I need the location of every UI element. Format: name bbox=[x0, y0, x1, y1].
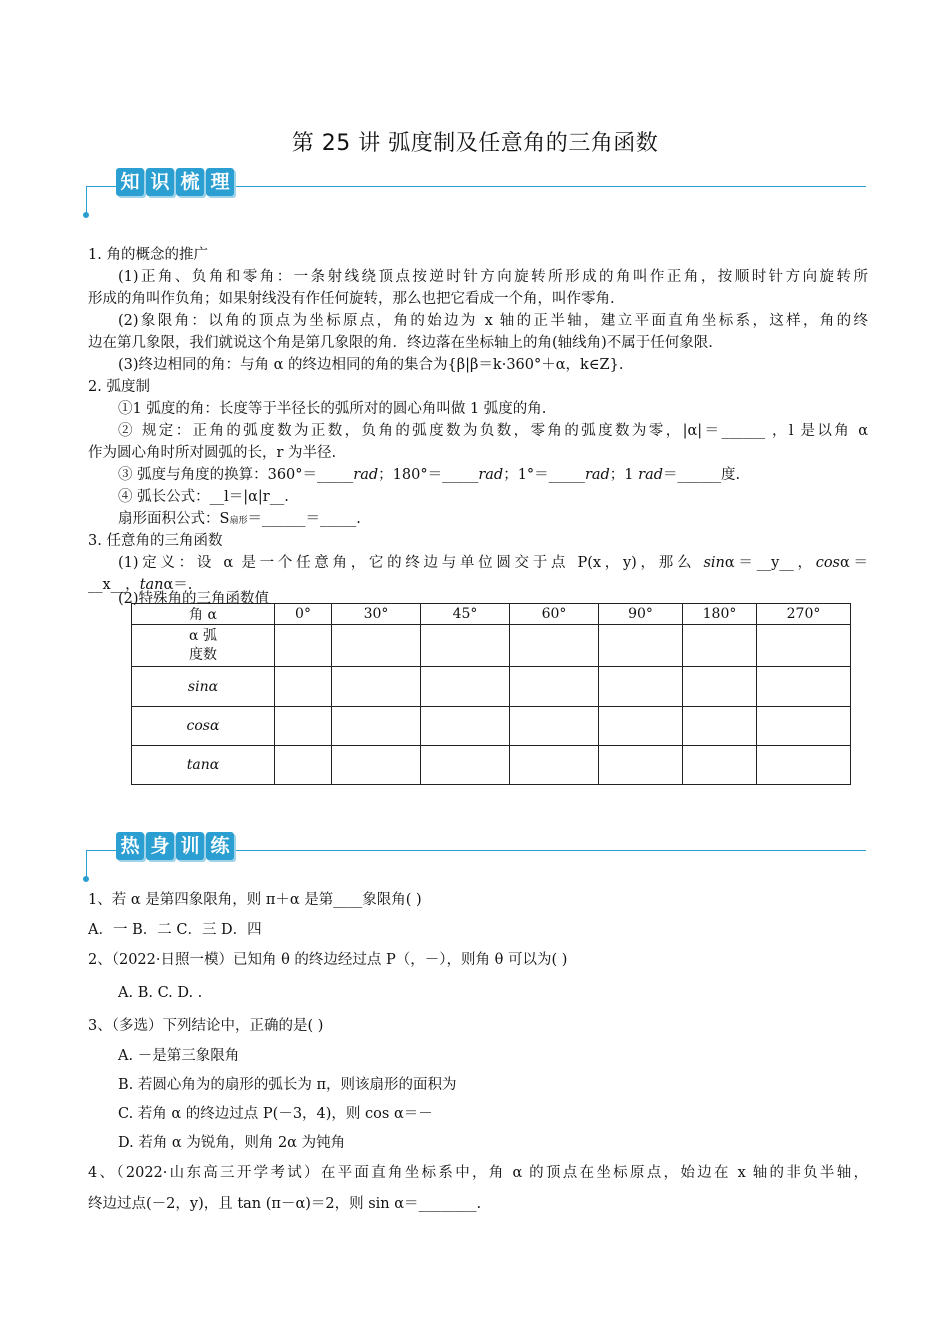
radian-rule-a: ② 规定：正角的弧度数为正数，负角的弧度数为负数，零角的弧度数为零，|α|＝______ ，l 是以角 α bbox=[118, 423, 868, 439]
badge-char: 识 bbox=[146, 168, 174, 196]
table-cell bbox=[421, 707, 510, 746]
exercise-3-option-c: C. 若角 α 的终边过点 P(－3，4)，则 cos α＝－ bbox=[118, 1106, 433, 1122]
table-cell bbox=[421, 746, 510, 785]
para-3: (3)终边相同的角：与角 α 的终边相同的角的集合为{β|β＝k·360°＋α，k∈Z}. bbox=[118, 357, 624, 373]
badge-char: 理 bbox=[206, 168, 234, 196]
header-dot bbox=[83, 212, 89, 218]
cos-label: cos bbox=[815, 555, 840, 571]
sector-text: ＝______＝_____. bbox=[247, 511, 361, 527]
table-row bbox=[132, 667, 851, 707]
rad-unit: rad bbox=[478, 467, 504, 483]
table-cell bbox=[683, 625, 757, 667]
conversion-text: ；180°＝_____ bbox=[378, 467, 479, 483]
table-cell bbox=[510, 625, 599, 667]
table-cell bbox=[332, 707, 421, 746]
table-cell bbox=[332, 667, 421, 707]
table-cell bbox=[510, 667, 599, 707]
arc-length-formula: ④ 弧长公式：__l＝|α|r__. bbox=[118, 489, 289, 505]
table-row bbox=[132, 707, 851, 746]
table-cell bbox=[275, 667, 332, 707]
exercise-2: 2、（2022·日照一模）已知角 θ 的终边经过点 P（，－），则角 θ 可以为( ) bbox=[88, 952, 568, 968]
special-angles-table bbox=[131, 603, 851, 785]
section-header-warmup bbox=[86, 835, 866, 888]
table-cell bbox=[332, 746, 421, 785]
rad-unit: rad bbox=[353, 467, 379, 483]
exercise-4b: 终边过点(－2，y)，且 tan (π－α)＝2，则 sin α＝________. bbox=[88, 1196, 482, 1212]
sector-text: 扇形面积公式：S bbox=[118, 511, 230, 527]
def-text: α＝ bbox=[840, 555, 868, 571]
table-row bbox=[132, 746, 851, 785]
conversion-line bbox=[118, 463, 740, 484]
table-cell bbox=[683, 746, 757, 785]
heading-2: 2. 弧度制 bbox=[88, 379, 150, 395]
exercise-3: 3、（多选）下列结论中，正确的是( ) bbox=[88, 1018, 324, 1034]
exercise-3-option-d: D. 若角 α 为锐角，则角 2α 为钝角 bbox=[118, 1135, 346, 1151]
header-vertical-rule bbox=[86, 186, 87, 214]
def-text: α＝. bbox=[163, 577, 193, 593]
section-header-knowledge bbox=[86, 171, 866, 224]
table-header-cell: 30° bbox=[332, 604, 421, 625]
conversion-text: ③ 弧度与角度的换算：360°＝_____ bbox=[118, 467, 354, 483]
tan-label: tan bbox=[139, 577, 164, 593]
badge-char: 梳 bbox=[176, 168, 204, 196]
conversion-text: ＝______度. bbox=[663, 467, 741, 483]
table-cell bbox=[599, 667, 683, 707]
header-vertical-rule bbox=[86, 850, 87, 878]
table-row-label: tanα bbox=[132, 746, 275, 785]
table-header-cell: 90° bbox=[599, 604, 683, 625]
table-cell bbox=[275, 746, 332, 785]
para-2a: (2)象限角：以角的顶点为坐标原点，角的始边为 x 轴的正半轴，建立平面直角坐标系，这样，角的终 bbox=[118, 313, 868, 329]
table-cell bbox=[683, 707, 757, 746]
table-cell bbox=[599, 707, 683, 746]
conversion-text: ；1 bbox=[609, 467, 639, 483]
def-text: (1)定义：设 α 是一个任意角，它的终边与单位圆交于点 P(x，y)，那么 bbox=[118, 555, 704, 571]
page-title: 第 25 讲 弧度制及任意角的三角函数 bbox=[291, 131, 659, 156]
radian-def: ①1 弧度的角：长度等于半径长的弧所对的圆心角叫做 1 弧度的角. bbox=[118, 401, 547, 417]
heading-1: 1. 角的概念的推广 bbox=[88, 247, 208, 263]
exercise-1-options: A．一 B．二 C．三 D．四 bbox=[88, 922, 262, 938]
table-row bbox=[132, 625, 851, 667]
trig-definition-a bbox=[118, 551, 868, 572]
exercise-4a: 4、（2022·山东高三开学考试）在平面直角坐标系中，角 α 的顶点在坐标原点，始边在 x 轴的非负半轴， bbox=[88, 1165, 868, 1181]
table-cell bbox=[599, 746, 683, 785]
table-row-label: α 弧 度数 bbox=[132, 625, 275, 667]
para-1a: (1)正角、负角和零角：一条射线绕顶点按逆时针方向旋转所形成的角叫作正角，按顺时针方向旋转所 bbox=[118, 269, 868, 285]
table-header-cell: 角 α bbox=[132, 604, 275, 625]
table-cell bbox=[275, 707, 332, 746]
rad-unit: rad bbox=[584, 467, 610, 483]
exercise-3-option-b: B. 若圆心角为的扇形的弧长为 π，则该扇形的面积为 bbox=[118, 1077, 457, 1093]
sector-area-formula bbox=[118, 507, 361, 528]
table-header-cell: 180° bbox=[683, 604, 757, 625]
exercise-3-option-a: A. －是第三象限角 bbox=[118, 1048, 240, 1064]
table-cell bbox=[421, 667, 510, 707]
table-row-label: sinα bbox=[132, 667, 275, 707]
badge-char: 知 bbox=[116, 168, 144, 196]
conversion-text: ；1°＝_____ bbox=[503, 467, 585, 483]
table-cell bbox=[510, 746, 599, 785]
header-dot bbox=[83, 876, 89, 882]
table-header-cell: 45° bbox=[421, 604, 510, 625]
table-header-cell: 0° bbox=[275, 604, 332, 625]
rad-unit: rad bbox=[638, 467, 663, 483]
table-cell bbox=[757, 667, 851, 707]
table-header-row bbox=[132, 604, 851, 625]
badge-char: 练 bbox=[206, 832, 234, 860]
badge-char: 训 bbox=[176, 832, 204, 860]
exercise-1: 1、若 α 是第四象限角，则 π＋α 是第____象限角( ) bbox=[88, 892, 422, 908]
table-cell bbox=[757, 625, 851, 667]
table-header-cell: 60° bbox=[510, 604, 599, 625]
table-cell bbox=[757, 707, 851, 746]
sector-subscript: 扇形 bbox=[229, 516, 248, 526]
badge-char: 身 bbox=[146, 832, 174, 860]
sin-label: sin bbox=[703, 555, 725, 571]
def-text: __x__， bbox=[88, 577, 140, 593]
table-cell bbox=[599, 625, 683, 667]
table-cell bbox=[275, 625, 332, 667]
table-cell bbox=[332, 625, 421, 667]
def-text: α＝__y__， bbox=[724, 555, 816, 571]
special-angles-title: (2)特殊角的三角函数值 bbox=[118, 591, 270, 607]
table-cell bbox=[683, 667, 757, 707]
table-header-cell: 270° bbox=[757, 604, 851, 625]
exercise-2-options: A. B. C. D. . bbox=[118, 985, 203, 1001]
heading-3: 3. 任意角的三角函数 bbox=[88, 533, 223, 549]
table-cell bbox=[757, 746, 851, 785]
table-cell bbox=[510, 707, 599, 746]
table-row-label: cosα bbox=[132, 707, 275, 746]
badge-char: 热 bbox=[116, 832, 144, 860]
table-cell bbox=[421, 625, 510, 667]
radian-rule-b: 作为圆心角时所对圆弧的长，r 为半径. bbox=[88, 445, 337, 461]
para-1b: 形成的角叫作负角；如果射线没有作任何旋转，那么也把它看成一个角，叫作零角. bbox=[88, 291, 615, 307]
para-2b: 边在第几象限，我们就说这个角是第几象限的角．终边落在坐标轴上的角(轴线角)不属于任何象限. bbox=[88, 335, 713, 351]
